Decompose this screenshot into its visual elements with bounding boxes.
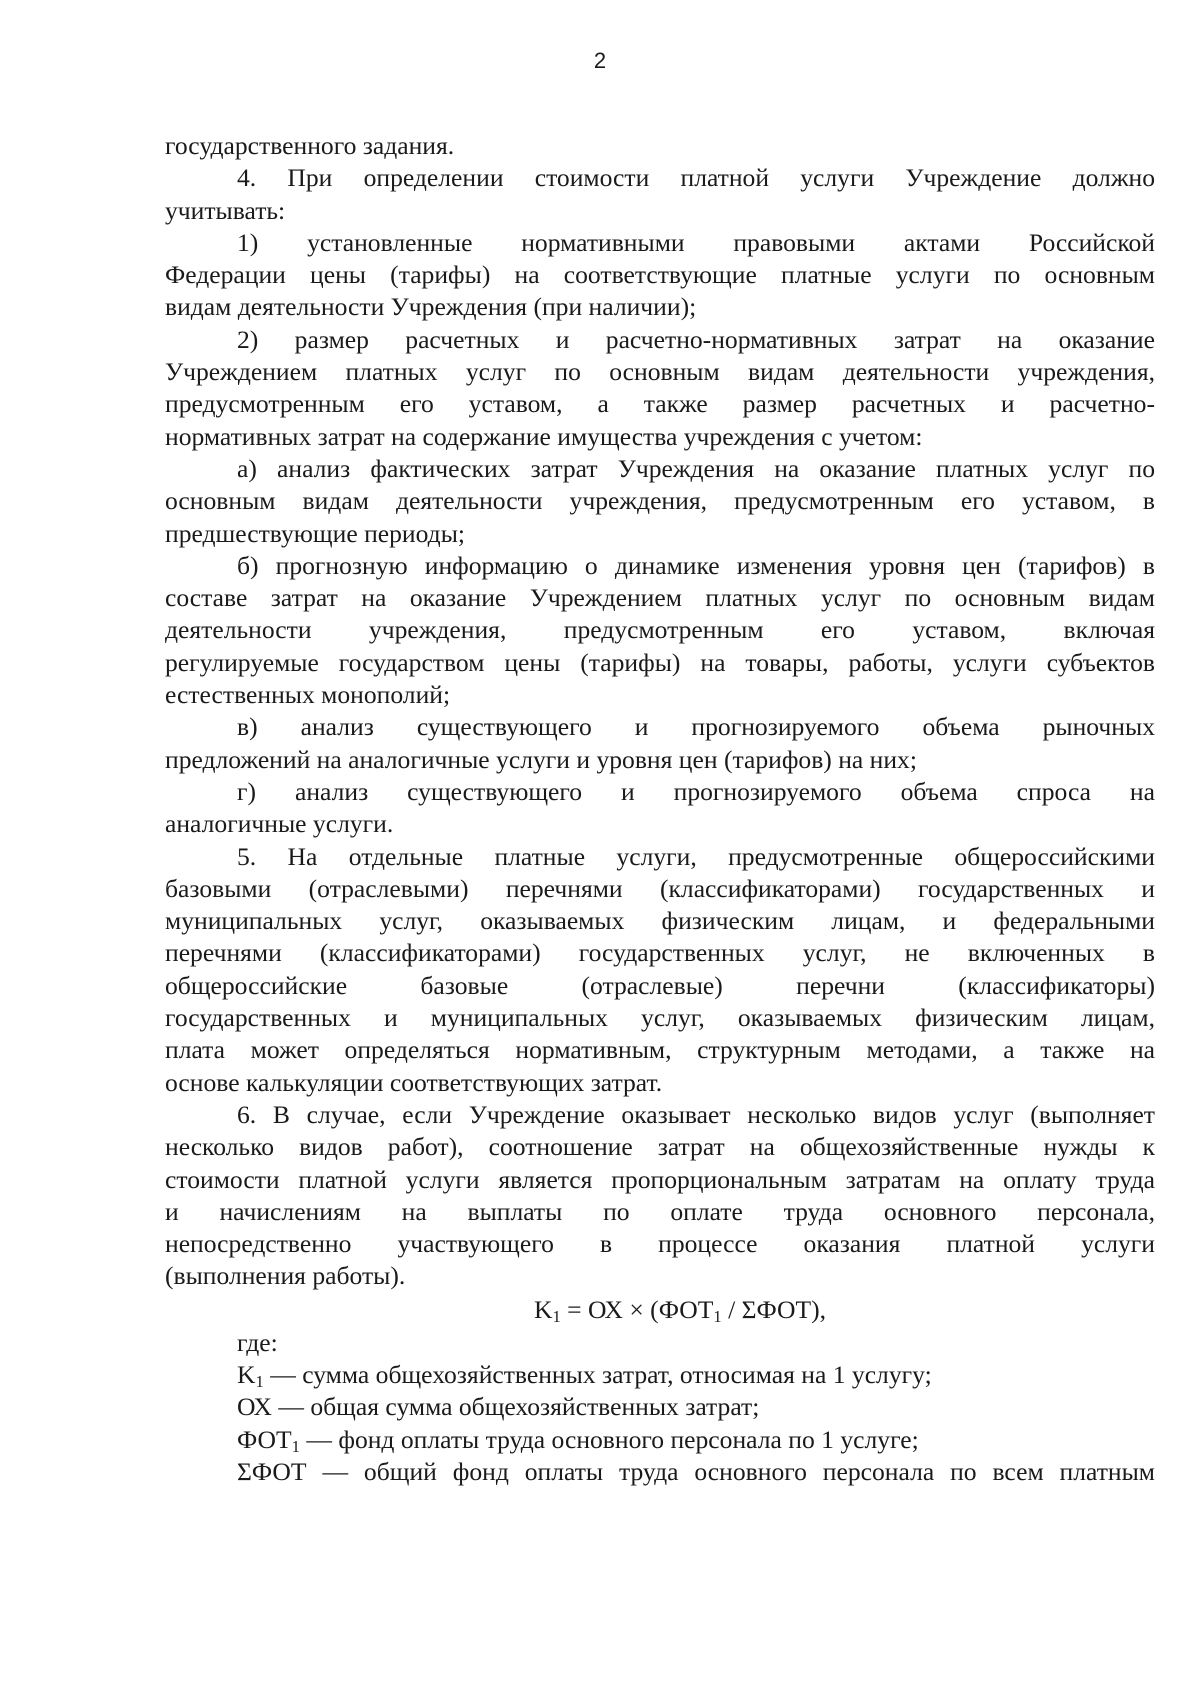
text-line: 2) размер расчетных и расчетно-нормативных затрат на оказание xyxy=(237,324,1155,354)
text-line: (выполнения работы). xyxy=(165,1261,406,1291)
definition-symbol: ΣФОТ xyxy=(237,1456,307,1486)
text-line: 6. В случае, если Учреждение оказывает несколько видов услуг (выполняет xyxy=(237,1099,1155,1129)
formula-middle: = ОХ × (ФОТ xyxy=(560,1294,714,1324)
formula xyxy=(165,1293,1155,1327)
definition-text: — общий фонд оплаты труда основного персонала по всем платным xyxy=(306,1456,1155,1486)
definition-line xyxy=(165,1456,1155,1488)
definition-symbol: K xyxy=(237,1359,256,1389)
text-line: государственных и муниципальных услуг, оказываемых физическим лицам, xyxy=(165,1003,1155,1033)
text-line: непосредственно участвующего в процессе оказания платной услуги xyxy=(165,1229,1155,1259)
text-line: предусмотренным его уставом, а также размер расчетных и расчетно- xyxy=(165,389,1155,419)
formula-fot-subscript: 1 xyxy=(713,1306,722,1326)
definition-subscript: 1 xyxy=(291,1436,300,1456)
text-line: а) анализ фактических затрат Учреждения на оказание платных услуг по xyxy=(237,453,1155,483)
definition-text: — сумма общехозяйственных затрат, относимая на 1 услугу; xyxy=(263,1359,932,1389)
text-line: нормативных затрат на содержание имущества учреждения с учетом: xyxy=(165,421,923,451)
definition-line xyxy=(165,1424,1155,1456)
text-line: несколько видов работ), соотношение затрат на общехозяйственные нужды к xyxy=(165,1132,1155,1162)
text-line: стоимости платной услуги является пропорциональным затратам на оплату труда xyxy=(165,1164,1155,1194)
formula-k: K xyxy=(533,1294,553,1324)
formula-k-subscript: 1 xyxy=(552,1306,561,1326)
text-line: деятельности учреждения, предусмотренным его уставом, включая xyxy=(165,615,1155,645)
text-line: видам деятельности Учреждения (при наличии); xyxy=(165,292,697,322)
text-line: предложений на аналогичные услуги и уровня цен (тарифов) на них; xyxy=(165,744,917,774)
text-line: Учреждением платных услуг по основным видам деятельности учреждения, xyxy=(165,357,1155,387)
text-line: 4. При определении стоимости платной услуги Учреждение должно xyxy=(237,163,1155,193)
text-line: 1) установленные нормативными правовыми актами Российской xyxy=(237,227,1155,257)
text-line: Федерации цены (тарифы) на соответствующие платные услуги по основным xyxy=(165,260,1155,290)
text-line: базовыми (отраслевыми) перечнями (классификаторами) государственных и xyxy=(165,873,1155,903)
text-line: предшествующие периоды; xyxy=(165,518,466,548)
where-label: где: xyxy=(237,1327,278,1357)
text-line: основе калькуляции соответствующих затрат. xyxy=(165,1067,663,1097)
definition-symbol: ОХ xyxy=(237,1392,272,1422)
text-line: учитывать: xyxy=(165,195,286,225)
page-number: 2 xyxy=(593,48,607,73)
text-line: 5. На отдельные платные услуги, предусмотренные общероссийскими xyxy=(237,841,1155,871)
definition-subscript: 1 xyxy=(255,1372,264,1392)
text-line: аналогичные услуги. xyxy=(165,809,394,839)
text-line: плата может определяться нормативным, структурным методами, а также на xyxy=(165,1035,1155,1065)
definition-line xyxy=(165,1359,1155,1391)
text-line: регулируемые государством цены (тарифы) на товары, работы, услуги субъектов xyxy=(165,647,1155,677)
definition-symbol: ФОТ xyxy=(237,1424,292,1454)
formula-end: / ΣФОТ), xyxy=(721,1294,827,1324)
text-line: б) прогнозную информацию о динамике изменения уровня цен (тарифов) в xyxy=(237,550,1155,580)
text-line: составе затрат на оказание Учреждением платных услуг по основным видам xyxy=(165,583,1155,613)
definition-text: — фонд оплаты труда основного персонала по 1 услуге; xyxy=(299,1424,919,1454)
definition-line xyxy=(165,1391,1155,1423)
text-line: государственного задания. xyxy=(165,131,455,160)
document-body xyxy=(165,130,1155,1488)
text-line: в) анализ существующего и прогнозируемого объема рыночных xyxy=(237,712,1155,742)
definition-text: — общая сумма общехозяйственных затрат; xyxy=(271,1392,760,1422)
text-line: общероссийские базовые (отраслевые) перечни (классификаторы) xyxy=(165,970,1155,1000)
text-line: г) анализ существующего и прогнозируемого объема спроса на xyxy=(237,776,1155,806)
text-line: основным видам деятельности учреждения, предусмотренным его уставом, в xyxy=(165,486,1155,516)
text-line: и начислениям на выплаты по оплате труда основного персонала, xyxy=(165,1196,1155,1226)
text-line: перечнями (классификаторами) государственных услуг, не включенных в xyxy=(165,938,1155,968)
text-line: муниципальных услуг, оказываемых физическим лицам, и федеральными xyxy=(165,906,1155,936)
text-line: естественных монополий; xyxy=(165,680,451,710)
